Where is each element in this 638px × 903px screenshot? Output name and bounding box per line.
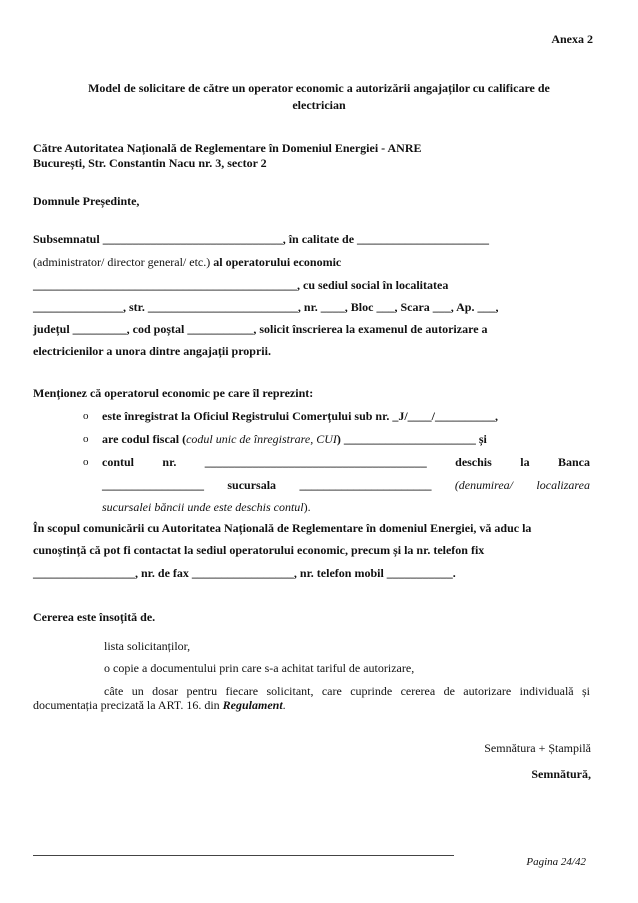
communication-line2: cunoștință că pot fi contactat la sediul operatorului economic, precum și la nr. telefon fix <box>33 543 485 557</box>
mention-item3-line2 <box>102 478 590 493</box>
annex-label: Anexa 2 <box>551 32 593 46</box>
attachment-item3-justified <box>104 684 590 699</box>
body-line1-b: , în calitate de ______________________ <box>282 232 490 246</box>
document-title <box>33 80 605 114</box>
attachments-intro: Cererea este însoțită de. <box>33 610 156 624</box>
attachment-item3-l2-c: . <box>282 698 286 712</box>
item3-l2-word3: ______________________ <box>299 478 432 492</box>
item3-l2-word4: (denumirea/ <box>454 478 514 492</box>
footer-divider <box>33 855 454 856</box>
body-line3: ____________________________________________, cu sediul social în localitatea <box>33 278 449 292</box>
mention-item2-a: are codul fiscal ( <box>102 432 187 446</box>
page-number: Pagina 24/42 <box>526 856 586 868</box>
body-line4: _______________, str. _________________________, nr. ____, Bloc ___, Scara ___, Ap. ___, <box>33 300 499 314</box>
addressee-line1: Către Autoritatea Națională de Reglementare în Domeniul Energiei - ANRE <box>33 141 422 155</box>
signature-stamp: Semnătura + Ștampilă <box>484 741 591 755</box>
signature-label: Semnătură, <box>531 767 591 781</box>
mention-item2-c: ) ______________________ și <box>336 432 487 446</box>
attachment-item2: o copie a documentului prin care s-a achitat tariful de autorizare, <box>104 661 415 675</box>
attachment-item1: lista solicitanților, <box>104 639 191 653</box>
mention-item2 <box>102 432 590 447</box>
attachment-item3-l1: câte un dosar pentru fiecare solicitant, care cuprinde cererea de autorizare individuală și <box>104 684 590 698</box>
item3-l3-b: ). <box>303 500 311 514</box>
item3-word4: deschis <box>455 455 492 469</box>
greeting: Domnule Președinte, <box>33 194 140 208</box>
item3-l2-word5: localizarea <box>536 478 590 492</box>
item3-word2: nr. <box>162 455 177 469</box>
body-line2-a: (administrator/ director general/ etc.) <box>33 255 211 269</box>
item3-word1: contul <box>102 455 135 469</box>
document-title-line2: electrician <box>292 98 346 112</box>
communication-line3: _________________, nr. de fax _________________, nr. telefon mobil ___________. <box>33 566 456 580</box>
attachment-item3-l2-b: Regulament <box>222 698 283 712</box>
document-title-line1: Model de solicitare de către un operator economic a autorizării angajaților cu calificare de <box>88 81 550 95</box>
body-line1 <box>33 232 489 247</box>
body-line5: județul _________, cod poștal ___________, solicit înscrierea la examenul de autorizare a <box>33 322 488 336</box>
addressee-line2: București, Str. Constantin Nacu nr. 3, sector 2 <box>33 156 267 170</box>
item3-l3-a: sucursalei băncii unde este deschis contul <box>102 500 304 514</box>
bullet-2: o <box>83 433 89 445</box>
bullet-1: o <box>83 410 89 422</box>
communication-line1: În scopul comunicării cu Autoritatea Națională de Reglementare în domeniul Energiei, vă aduc la <box>33 521 532 535</box>
mention-item2-b: codul unic de înregistrare, CUI <box>186 432 337 446</box>
item3-l2-word2: sucursala <box>227 478 277 492</box>
mention-item1: este înregistrat la Oficiul Registrului Comerțului sub nr. _J/____/__________, <box>102 409 498 423</box>
mention-item3-line3 <box>102 500 590 515</box>
attachment-item3-line1 <box>104 684 590 699</box>
attachment-item3-l2-a: documentația precizată la ART. 16. din <box>33 698 223 712</box>
mention-intro: Menționez că operatorul economic pe care îl reprezint: <box>33 386 314 400</box>
body-line2-b: al operatorului economic <box>210 255 342 269</box>
body-line2 <box>33 255 341 270</box>
body-line6: electricienilor a unora dintre angajații proprii. <box>33 344 271 358</box>
item3-word5: la <box>520 455 530 469</box>
item3-word3: _____________________________________ <box>204 455 427 469</box>
attachment-item3-line2 <box>33 698 286 713</box>
body-line1-a: Subsemnatul ______________________________ <box>33 232 283 246</box>
mention-item3 <box>102 455 590 470</box>
item3-l2-word1: _________________ <box>102 478 204 492</box>
item3-word6: Banca <box>557 455 590 469</box>
bullet-3: o <box>83 456 89 468</box>
